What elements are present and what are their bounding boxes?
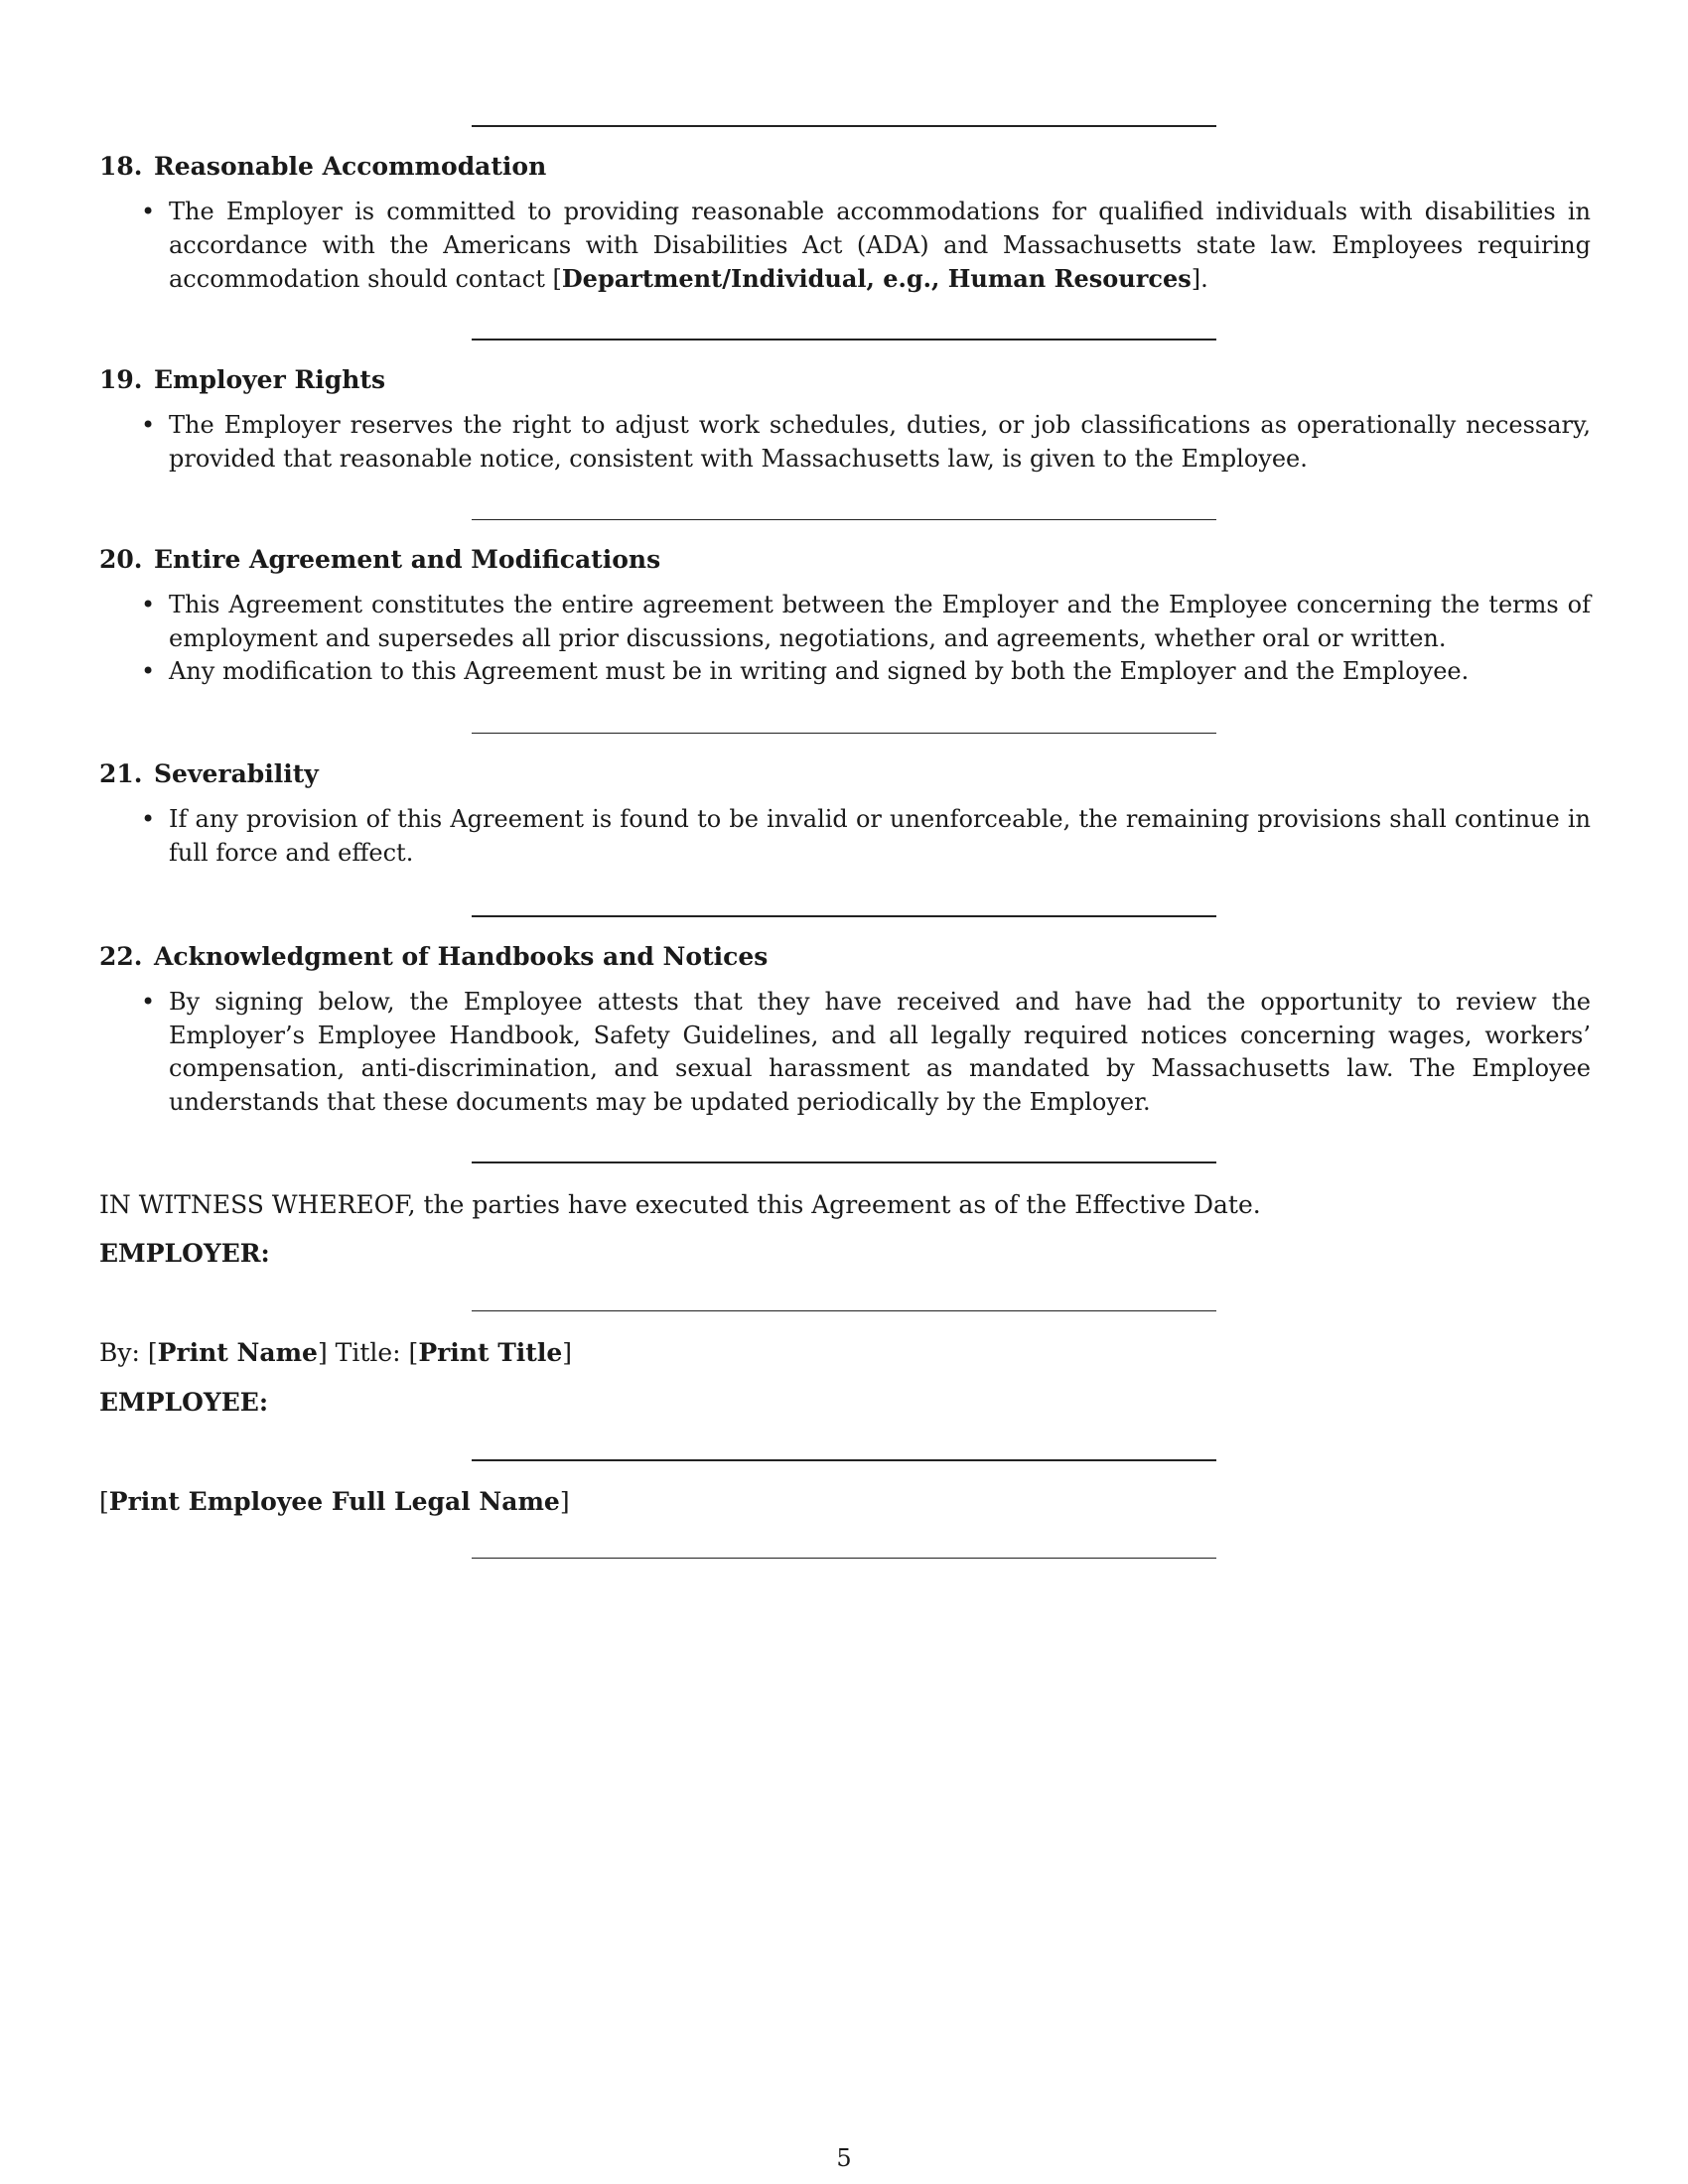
- section-heading: [99, 543, 1591, 577]
- by-label: By:: [99, 1338, 148, 1367]
- section-divider: [472, 733, 1216, 734]
- employer-by-line: By: [Print Name] Title: [Print Title]: [99, 1338, 573, 1367]
- section-number: 22.: [99, 942, 143, 971]
- placeholder-contact: Department/Individual, e.g., Human Resources: [561, 264, 1192, 293]
- section-heading: [99, 150, 1591, 184]
- section-divider: [472, 1161, 1216, 1163]
- employee-label: EMPLOYEE:: [99, 1388, 269, 1417]
- section-title: Reasonable Accommodation: [154, 152, 547, 181]
- bullet-list: [99, 196, 1591, 297]
- section-title: Employer Rights: [154, 365, 386, 394]
- title-label: Title:: [327, 1338, 409, 1367]
- section-divider: [472, 125, 1216, 127]
- bullet-list: [99, 589, 1591, 689]
- section-title: Severability: [154, 759, 319, 788]
- list-item: • By signing below, the Employee attests that they have received and have had the opportunity to review the Employer’s Employee Handbook, Safety Guidelines, and all legally required notices concerning wages, workers’ compensation, anti-discrimination, and sexual harassment as mandated by Massachusetts law. The Employee understands that these documents may be updated periodically by the Employer.: [169, 986, 1591, 1119]
- section-heading: [99, 757, 1591, 791]
- section-heading: [99, 363, 1591, 397]
- bullet-list: [99, 803, 1591, 870]
- section-number: 18.: [99, 152, 143, 181]
- item-text-end: ].: [1191, 265, 1208, 293]
- print-title-placeholder: Print Title: [418, 1338, 563, 1367]
- bullet-list: [99, 986, 1591, 1119]
- employer-signature-line: [472, 1310, 1216, 1311]
- section-divider: [472, 915, 1216, 917]
- list-item: • This Agreement constitutes the entire agreement between the Employer and the Employee concerning the terms of employment and supersedes all prior discussions, negotiations, and agreements, whether oral or written.: [169, 589, 1591, 655]
- section-22: [99, 940, 1591, 1119]
- list-item: • The Employer reserves the right to adjust work schedules, duties, or job classifications as operationally necessary, provided that reasonable notice, consistent with Massachusetts law, is given to the Employee.: [169, 409, 1591, 476]
- employer-label: EMPLOYER:: [99, 1239, 270, 1268]
- section-title: Entire Agreement and Modifications: [154, 545, 661, 574]
- employee-signature-line: [472, 1459, 1216, 1461]
- section-19: [99, 363, 1591, 476]
- section-number: 19.: [99, 365, 143, 394]
- section-heading: [99, 940, 1591, 974]
- section-divider: [472, 339, 1216, 341]
- page-number: 5: [836, 2144, 852, 2172]
- employee-name-line: [Print Employee Full Legal Name]: [99, 1487, 570, 1516]
- section-divider: [472, 519, 1216, 520]
- print-name-placeholder: Print Name: [157, 1338, 318, 1367]
- witness-statement: IN WITNESS WHEREOF, the parties have executed this Agreement as of the Effective Date.: [99, 1190, 1261, 1219]
- section-18: [99, 150, 1591, 297]
- section-title: Acknowledgment of Handbooks and Notices: [154, 942, 769, 971]
- list-item: • If any provision of this Agreement is found to be invalid or unenforceable, the remaining provisions shall continue in full force and effect.: [169, 803, 1591, 870]
- closing-divider: [472, 1558, 1216, 1559]
- section-number: 20.: [99, 545, 143, 574]
- item-text: The Employer is committed to providing reasonable accommodations for qualified individuals with disabilities in accordance with the Americans with Disabilities Act (ADA) and Massachusetts state law. Employees requiring accommodation should contact [: [169, 198, 1591, 293]
- section-number: 21.: [99, 759, 143, 788]
- list-item: • Any modification to this Agreement must be in writing and signed by both the Employer and the Employee.: [169, 655, 1591, 689]
- section-20: [99, 543, 1591, 689]
- list-item: [169, 196, 1591, 297]
- employee-name-placeholder: Print Employee Full Legal Name: [108, 1487, 560, 1516]
- section-21: [99, 757, 1591, 870]
- bullet-list: [99, 409, 1591, 476]
